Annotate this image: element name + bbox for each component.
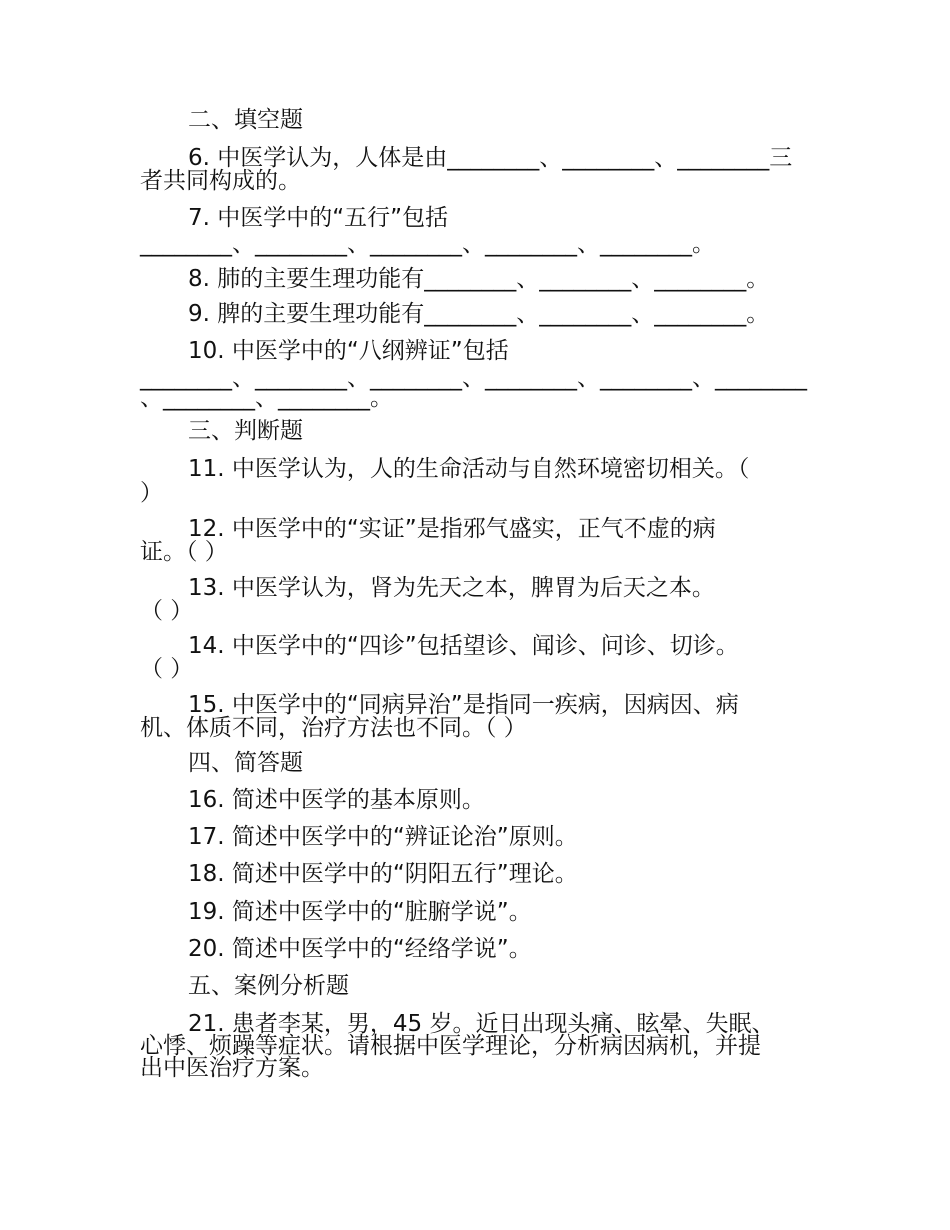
question-21-line-1: 21. 患者李某，男，45 岁。近日出现头痛、眩晕、失眠、 (188, 1011, 775, 1037)
section-heading-true-false: 三、判断题 (188, 418, 303, 444)
question-13-line-2: （ ） (140, 598, 194, 624)
question-16: 16. 简述中医学的基本原则。 (188, 787, 485, 813)
question-12-line-2: 证。（ ） (140, 539, 228, 565)
question-15-line-2: 机、体质不同，治疗方法也不同。（ ） (140, 715, 527, 741)
question-8: 8. 肺的主要生理功能有________、________、________。 (188, 266, 770, 292)
question-10-line-3: 、________、________。 (140, 385, 393, 411)
question-18: 18. 简述中医学中的“阴阳五行”理论。 (188, 861, 578, 887)
question-21-line-2: 心悸、烦躁等症状。请根据中医学理论，分析病因病机，并提 (140, 1033, 761, 1059)
question-9: 9. 脾的主要生理功能有________、________、________。 (188, 301, 770, 327)
question-21-line-3: 出中医治疗方案。 (140, 1055, 324, 1081)
question-11-line-1: 11. 中医学认为，人的生命活动与自然环境密切相关。（ (188, 456, 750, 482)
question-7-line-2: ________、________、________、________、________。 (140, 231, 715, 257)
section-heading-short-answer: 四、简答题 (188, 750, 303, 776)
question-15-line-1: 15. 中医学中的“同病异治”是指同一疾病，因病因、病 (188, 692, 739, 718)
question-7-line-1: 7. 中医学中的“五行”包括 (188, 205, 449, 231)
section-heading-fill-in: 二、填空题 (188, 107, 303, 133)
question-6-line-1: 6. 中医学认为，人体是由________、________、________三 (188, 145, 793, 171)
question-19: 19. 简述中医学中的“脏腑学说”。 (188, 899, 532, 925)
question-10-line-1: 10. 中医学中的“八纲辨证”包括 (188, 338, 509, 364)
question-11-line-2: ） (140, 480, 163, 506)
question-17: 17. 简述中医学中的“辨证论治”原则。 (188, 824, 578, 850)
question-20: 20. 简述中医学中的“经络学说”。 (188, 936, 532, 962)
question-12-line-1: 12. 中医学中的“实证”是指邪气盛实，正气不虚的病 (188, 516, 716, 542)
question-6-line-2: 者共同构成的。 (140, 168, 301, 194)
question-10-line-2: ________、________、________、________、________、________ (140, 365, 807, 391)
question-14-line-2: （ ） (140, 656, 194, 682)
question-14-line-1: 14. 中医学中的“四诊”包括望诊、闻诊、问诊、切诊。 (188, 633, 739, 659)
section-heading-case-analysis: 五、案例分析题 (188, 973, 349, 999)
question-13-line-1: 13. 中医学认为，肾为先天之本，脾胃为后天之本。 (188, 575, 715, 601)
